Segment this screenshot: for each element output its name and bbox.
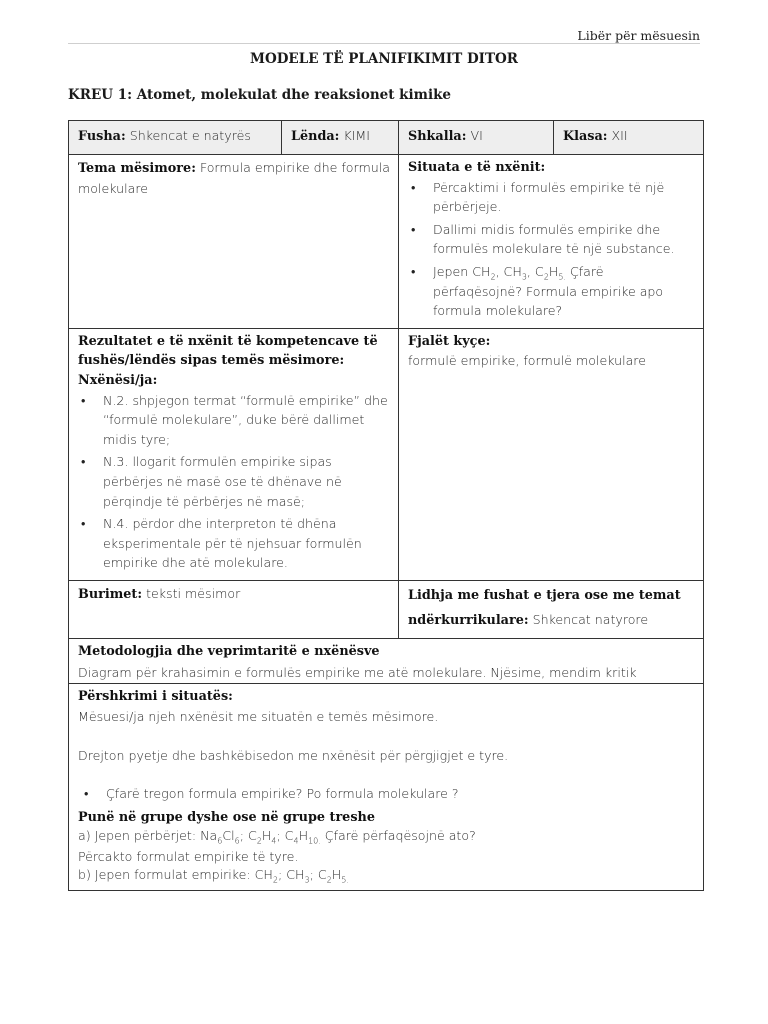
- task-b: b) Jepen formulat empirike: $CH_2$; $CH_3$; $C_2H_{5.}$: [78, 867, 349, 885]
- fjalet-cell: [399, 328, 704, 580]
- fusha-label: Fusha:: [78, 129, 126, 145]
- metodologjia-row: [69, 638, 704, 684]
- klasa-cell: [554, 121, 704, 155]
- lidhja-value: Shkencat natyrore: [532, 611, 649, 627]
- lidhja-label: Lidhja me fushat e tjera ose me temat: [408, 587, 681, 603]
- burimet-label: Burimet:: [78, 586, 143, 602]
- shkalla-cell: [399, 121, 554, 155]
- klasa-value: XII: [611, 128, 628, 144]
- pershkrimi-cell: [69, 684, 704, 891]
- lenda-cell: [282, 121, 399, 155]
- rezultatet-row: [69, 328, 704, 580]
- list-item: • Dallimi midis formulës empirike dhe formulës molekulare të një substance.: [433, 220, 695, 259]
- list-item: • N.2. shpjegon termat “formulë empirike” dhe “formulë molekulare”, duke bërë dallimet midis tyre;: [103, 391, 390, 450]
- info-row: [69, 121, 704, 155]
- pershkrimi-row: [69, 684, 704, 891]
- header-divider: [68, 43, 700, 44]
- pershkrimi-label: Përshkrimi i situatës:: [78, 689, 233, 705]
- burimet-cell: [69, 580, 399, 638]
- metodologjia-cell: [69, 638, 704, 684]
- situata-cell: [399, 155, 704, 329]
- group-work-label: Punë në grupe dyshe ose në grupe treshe: [78, 809, 375, 825]
- list-item: • Përcaktimi i formulës empirike të një përbërjeje.: [433, 178, 695, 217]
- nxenesi-label: Nxënësi/ja:: [78, 372, 158, 388]
- metodologjia-label: Metodologjia dhe veprimtaritë e nxënësve: [78, 643, 380, 659]
- list-item: • Jepen $CH_2$, $CH_3$, $C_2H_{5.}$ Çfarë përfaqësojnë? Formula empirike apo formula molekulare?: [433, 262, 695, 321]
- pershkrimi-paragraph: Drejton pyetje dhe bashkëbisedon me nxënësit për përgjigjet e tyre.: [78, 747, 509, 763]
- lidhja-label-2: ndërkurrikulare:: [408, 612, 529, 628]
- lenda-label: Lënda:: [291, 129, 340, 145]
- task-a-instruction: Përcakto formulat empirike të tyre.: [78, 849, 299, 865]
- situata-list: [408, 178, 695, 321]
- fjalet-value: formulë empirike, formulë molekulare: [408, 353, 646, 369]
- fusha-cell: [69, 121, 282, 155]
- tema-label: Tema mësimore:: [78, 161, 196, 176]
- fusha-value: Shkencat e natyrës: [129, 128, 251, 144]
- document-title: MODELE TË PLANIFIKIMIT DITOR: [250, 51, 518, 67]
- klasa-label: Klasa:: [563, 129, 608, 145]
- burimet-row: [69, 580, 704, 638]
- list-item: • Çfarë tregon formula empirike? Po formula molekulare ?: [106, 784, 695, 804]
- shkalla-label: Shkalla:: [408, 129, 467, 145]
- header-note: Libër për mësuesin: [577, 28, 700, 43]
- rezultatet-label: Rezultatet e të nxënit të kompetencave të fushës/lëndës sipas temës mësimore:: [78, 333, 378, 369]
- rezultatet-cell: [69, 328, 399, 580]
- fjalet-label: Fjalët kyçe:: [408, 333, 491, 349]
- chapter-heading: KREU 1: Atomet, molekulat dhe reaksionet kimike: [68, 87, 452, 103]
- pershkrimi-paragraph: Mësuesi/ja njeh nxënësit me situatën e temës mësimore.: [78, 709, 439, 725]
- tema-cell: [69, 155, 399, 329]
- shkalla-value: VI: [470, 128, 483, 144]
- burimet-value: teksti mësimor: [146, 585, 241, 601]
- pershkrimi-list: [78, 784, 695, 804]
- lenda-value: KIMI: [343, 128, 370, 144]
- rezultatet-list: [78, 391, 390, 573]
- situata-label: Situata e të nxënit:: [408, 160, 546, 175]
- tema-row: [69, 155, 704, 329]
- metodologjia-value: Diagram për krahasimin e formulës empirike me atë molekulare. Njësime, mendim kritik: [78, 665, 637, 681]
- list-item: • N.3. llogarit formulën empirike sipas përbërjes në masë ose të dhënave në përqindje të përbërjes në masë;: [103, 452, 390, 511]
- lidhja-cell: [399, 580, 704, 638]
- task-a: a) Jepen përbërjet: $Na_6Cl_6$; $C_2H_4$; $C_4H_{10.}$ Çfarë përfaqësojnë ato?: [78, 828, 476, 846]
- lesson-plan-table: [68, 120, 704, 891]
- tema-value: Formula empirike dhe formula molekulare: [78, 160, 390, 196]
- list-item: • N.4. përdor dhe interpreton të dhëna eksperimentale për të njehsuar formulën empirike dhe atë molekulare.: [103, 514, 390, 573]
